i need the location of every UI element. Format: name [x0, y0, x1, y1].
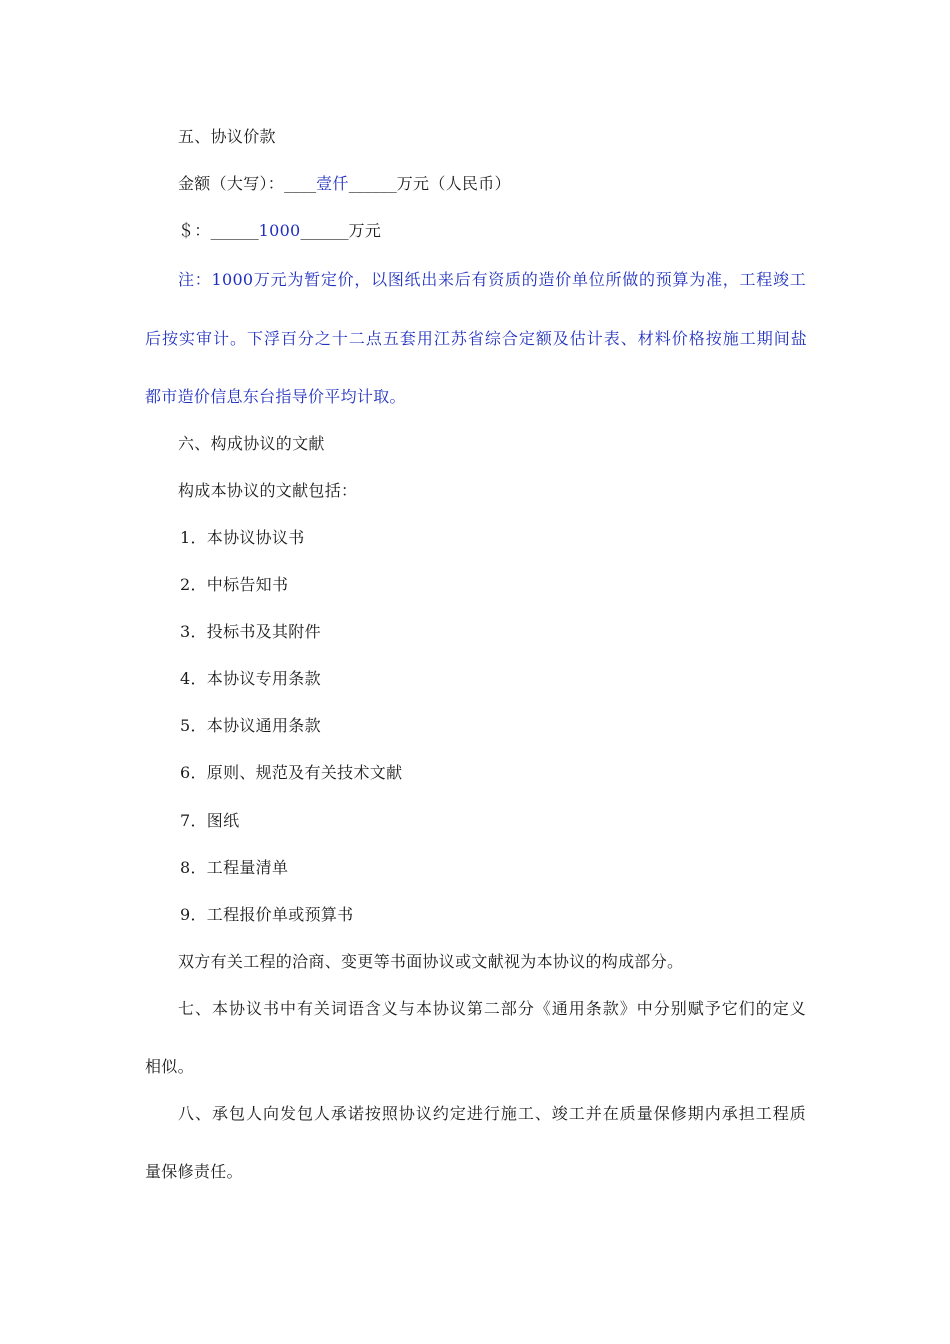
list-item [180, 621, 321, 643]
list-item-text: 投标书及其附件 [206, 622, 321, 641]
list-item-number: 6． [180, 763, 207, 782]
dollar-value: 1000 [258, 221, 301, 240]
list-item [180, 857, 288, 879]
list-item-number: 4． [180, 669, 207, 688]
section-five-heading: 五、协议价款 [178, 127, 276, 146]
amount-value: 壹仟 [316, 174, 349, 193]
list-item-text: 图纸 [206, 811, 240, 830]
section-eight-line-1: 八、承包人向发包人承诺按照协议约定进行施工、竣工并在质量保修期内承担工程质 [178, 1104, 806, 1123]
section-six-heading: 六、构成协议的文献 [178, 434, 325, 453]
list-item-text: 中标告知书 [206, 575, 289, 594]
list-item-number: 8． [180, 858, 207, 877]
note-line-3: 都市造价信息东台指导价平均计取。 [145, 387, 406, 406]
section-six-intro: 构成本协议的文献包括： [178, 481, 358, 500]
list-item-text: 本协议通用条款 [206, 716, 321, 735]
dollar-unit: 万元 [348, 221, 382, 240]
list-item-text: 本协议协议书 [206, 528, 305, 547]
amount-label: 金额（大写）： [178, 174, 285, 193]
section-six-closing: 双方有关工程的洽商、变更等书面协议或文献视为本协议的构成部分。 [178, 952, 684, 971]
list-item [180, 904, 353, 926]
list-item-number: 9． [180, 905, 207, 924]
list-item-number: 2． [180, 575, 207, 594]
list-item-text: 本协议专用条款 [206, 669, 321, 688]
list-item-number: 1． [180, 528, 207, 547]
list-item-text: 原则、规范及有关技术文献 [206, 763, 403, 782]
amount-blank-post: ______ [348, 174, 397, 193]
list-item [180, 527, 305, 549]
amount-in-words-line [178, 173, 511, 195]
note-line-2: 后按实审计。下浮百分之十二点五套用江苏省综合定额及估计表、材料价格按施工期间盐 [145, 329, 807, 348]
amount-blank-pre: ____ [284, 174, 317, 193]
list-item-number: 3． [180, 622, 207, 641]
section-eight-line-2: 量保修责任。 [145, 1162, 243, 1181]
amount-unit: 万元（人民币） [396, 174, 511, 193]
dollar-blank-pre: ______ [210, 221, 259, 240]
list-item [180, 762, 402, 784]
list-item [180, 715, 321, 737]
list-item [180, 574, 288, 596]
list-item [180, 668, 321, 690]
section-seven-line-1: 七、本协议书中有关词语含义与本协议第二部分《通用条款》中分别赋予它们的定义 [178, 999, 806, 1018]
dollar-label: ＄： [178, 221, 211, 240]
note-line-1: 注：1000万元为暂定价，以图纸出来后有资质的造价单位所做的预算为准，工程竣工 [178, 270, 806, 289]
list-item-text: 工程量清单 [206, 858, 289, 877]
amount-in-figures-line [178, 220, 381, 242]
list-item-number: 7． [180, 811, 207, 830]
list-item [180, 810, 239, 832]
list-item-text: 工程报价单或预算书 [206, 905, 354, 924]
dollar-blank-post: ______ [300, 221, 349, 240]
section-seven-line-2: 相似。 [145, 1057, 194, 1076]
list-item-number: 5． [180, 716, 207, 735]
